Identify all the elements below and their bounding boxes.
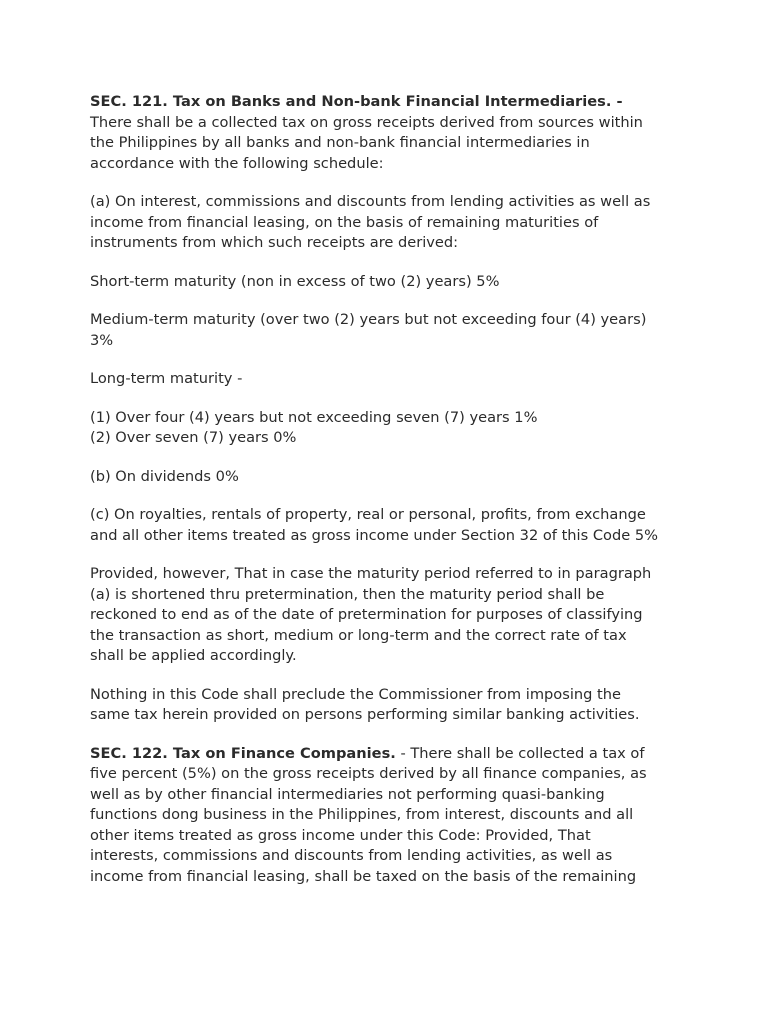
item-c-line: (c) On royalties, rentals of property, real or personal, profits, from exchange: [90, 506, 646, 523]
nothing-paragraph: [90, 685, 678, 726]
sec122-first-line: [90, 744, 678, 765]
sec121-paragraph: [90, 92, 678, 174]
item-a-line: income from financial leasing, on the basis of remaining maturities of: [90, 213, 599, 231]
medium-term-line: 3%: [90, 331, 114, 349]
sec121-intro-line: accordance with the following schedule:: [90, 154, 384, 172]
item-b-line: (b) On dividends 0%: [90, 467, 239, 485]
proviso-line: (a) is shortened thru pretermination, then the maturity period shall be: [90, 585, 605, 603]
proviso-line: the transaction as short, medium or long-term and the correct rate of tax: [90, 626, 627, 644]
medium-term-line: Medium-term maturity (over two (2) years but not exceeding four (4) years): [90, 311, 647, 328]
sec122-body-line: well as by other financial intermediaries not performing quasi-banking: [90, 785, 605, 803]
item-a-line: instruments from which such receipts are derived:: [90, 234, 459, 251]
sec122-body-line: income from financial leasing, shall be taxed on the basis of the remaining: [90, 867, 637, 885]
short-term-paragraph: [90, 272, 678, 293]
medium-term-paragraph: [90, 310, 678, 351]
short-term-line: Short-term maturity (non in excess of two (2) years) 5%: [90, 272, 500, 290]
sec121-intro-line: the Philippines by all banks and non-bank financial intermediaries in: [90, 134, 590, 151]
nothing-line: same tax herein provided on persons performing similar banking activities.: [90, 706, 640, 723]
long-term-item: (2) Over seven (7) years 0%: [90, 429, 297, 446]
item-c-line: and all other items treated as gross income under Section 32 of this Code 5%: [90, 526, 659, 544]
nothing-line: Nothing in this Code shall preclude the Commissioner from imposing the: [90, 685, 621, 703]
sec122-body-line: other items treated as gross income under this Code: Provided, That: [90, 826, 591, 844]
sec121-intro-line: There shall be a collected tax on gross receipts derived from sources within: [90, 113, 643, 131]
item-c-paragraph: [90, 505, 678, 546]
long-term-line: Long-term maturity -: [90, 370, 243, 387]
sec122-heading: SEC. 122. Tax on Finance Companies.: [90, 744, 396, 762]
proviso-line: Provided, however, That in case the maturity period referred to in paragraph: [90, 565, 652, 582]
proviso-paragraph: [90, 564, 678, 667]
item-b-paragraph: [90, 467, 678, 488]
long-term-items-paragraph: [90, 408, 678, 449]
proviso-line: reckoned to end as of the date of pretermination for purposes of classifying: [90, 606, 643, 623]
proviso-line: shall be applied accordingly.: [90, 647, 297, 664]
long-term-item: (1) Over four (4) years but not exceeding seven (7) years 1%: [90, 408, 538, 426]
sec122-paragraph: [90, 744, 678, 888]
sec122-body-line: functions dong business in the Philippines, from interest, discounts and all: [90, 806, 634, 823]
sec122-body-line: five percent (5%) on the gross receipts derived by all finance companies, as: [90, 765, 647, 782]
item-a-paragraph: [90, 192, 678, 254]
long-term-paragraph: [90, 369, 678, 390]
sec121-heading: SEC. 121. Tax on Banks and Non-bank Financial Intermediaries. -: [90, 93, 623, 110]
sec122-body-line: interests, commissions and discounts from lending activities, as well as: [90, 847, 613, 864]
sec122-first-line-rest: - There shall be collected a tax of: [395, 744, 645, 762]
item-a-line: (a) On interest, commissions and discounts from lending activities as well as: [90, 193, 651, 210]
